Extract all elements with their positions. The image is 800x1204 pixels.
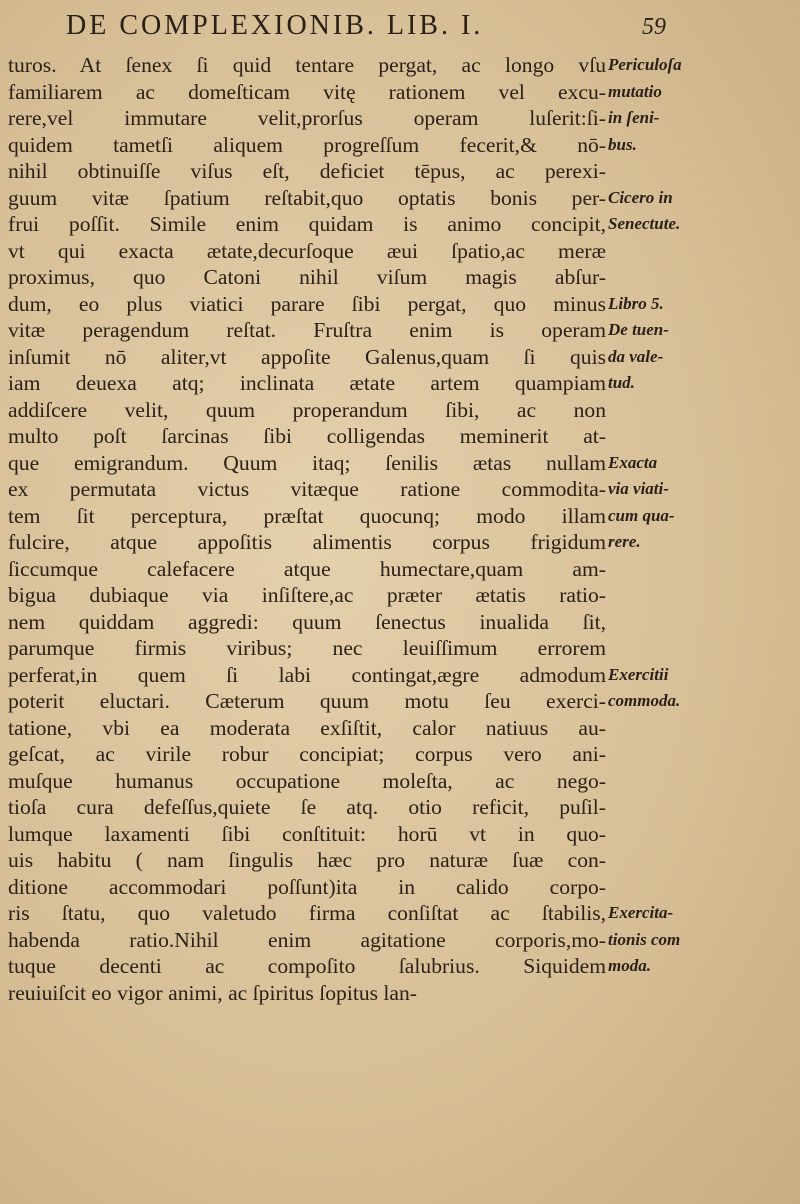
text-line: nihil obtinuiſſe viſus eſt, deficiet tēpus, ac perexi-	[8, 159, 606, 183]
text-line: uis habitu ( nam ſingulis hæc pro naturæ ſuæ con-	[8, 848, 606, 872]
text-line: reuiuiſcit eo vigor animi, ac ſpiritus ſopitus lan-	[8, 980, 417, 1005]
margin-note-line: Libro 5.	[608, 293, 664, 313]
text-line: proximus, quo Catoni nihil viſum magis abſur-	[8, 265, 606, 289]
text-line: turos. At ſenex ſi quid tentare pergat, ac longo vſu	[8, 53, 606, 77]
text-line: frui poſſit. Simile enim quidam is animo concipit,	[8, 212, 606, 236]
margin-note-line: moda.	[608, 956, 651, 975]
margin-note-line: Exacta	[608, 452, 658, 472]
margin-note-line: da vale-	[608, 346, 664, 366]
margin-note	[608, 450, 798, 556]
text-line: tioſa cura defeſſus,quiete ſe atq. otio reficit, puſil-	[8, 795, 606, 819]
text-line: perferat,in quem ſi labi contingat,ægre admodum	[8, 662, 606, 687]
margin-note-line: Cicero in	[608, 187, 673, 207]
text-line: addiſcere velit, quum properandum ſibi, ac non	[8, 397, 606, 422]
margin-note-line: De tuen-	[608, 320, 669, 339]
margin-note-line: bus.	[608, 134, 637, 154]
margin-note	[608, 291, 798, 397]
margin-note-line: Exercitii	[608, 664, 669, 684]
text-line: tatione, vbi ea moderata exſiſtit, calor natiuus au-	[8, 715, 606, 740]
margin-note-line: Periculoſa	[608, 55, 682, 74]
text-line: inſumit nō aliter,vt appoſite Galenus,quam ſi quis	[8, 344, 606, 369]
text-line: parumque firmis viribus; nec leuiſſimum errorem	[8, 636, 606, 660]
margin-note-line: tionis com	[608, 929, 681, 949]
text-line: ditione accommodari poſſunt)ita in calido corpo-	[8, 874, 606, 899]
text-line: vitæ peragendum reſtat. Fruſtra enim is operam	[8, 318, 606, 342]
margin-note-line: rere.	[608, 532, 641, 551]
margin-note-line: commoda.	[608, 691, 681, 710]
text-line: vt qui exacta ætate,decurſoque æui ſpatio,ac meræ	[8, 238, 606, 263]
text-line: tem ſit perceptura, præſtat quocunq; modo illam	[8, 503, 606, 528]
text-line: muſque humanus occupatione moleſta, ac nego-	[8, 768, 606, 793]
text-line: familiarem ac domeſticam vitę rationem vel excu-	[8, 79, 606, 104]
margin-note-line: Exercita-	[608, 903, 674, 922]
margin-note-line: mutatio	[608, 81, 662, 101]
main-text-block	[8, 52, 606, 1006]
text-line: ex permutata victus vitæque ratione commodita-	[8, 477, 606, 501]
text-line: habenda ratio.Nihil enim agitatione corporis,mo-	[8, 927, 606, 952]
text-line: poterit eluctari. Cæterum quum motu ſeu exerci-	[8, 689, 606, 713]
text-line: dum, eo plus viatici parare ſibi pergat, quo minus	[8, 291, 606, 316]
margin-note-line: Senectute.	[608, 214, 681, 233]
margin-note	[608, 662, 798, 715]
page-number: 59	[642, 14, 666, 40]
text-line: fulcire, atque appoſitis alimentis corpus frigidum	[8, 530, 606, 554]
text-line: multo poſt ſarcinas ſibi colligendas meminerit at-	[8, 424, 606, 448]
text-line: ris ſtatu, quo valetudo firma conſiſtat ac ſtabilis,	[8, 901, 606, 925]
text-line: geſcat, ac virile robur concipiat; corpus vero ani-	[8, 742, 606, 766]
running-title: DE COMPLEXIONIB. LIB. I.	[66, 10, 484, 41]
text-line: ſiccumque calefacere atque humectare,quam am-	[8, 556, 606, 581]
text-line: rere,vel immutare velit,prorſus operam luſerit:ſi-	[8, 106, 606, 130]
text-line: nem quiddam aggredi: quum ſenectus inualida ſit,	[8, 609, 606, 634]
text-line: bigua dubiaque via inſiſtere,ac præter ætatis ratio-	[8, 583, 606, 607]
margin-note-line: tud.	[608, 373, 635, 392]
text-line: tuque decenti ac compoſito ſalubrius. Siquidem	[8, 954, 606, 978]
text-line: guum vitæ ſpatium reſtabit,quo optatis bonis per-	[8, 185, 606, 210]
margin-note-line: in ſeni-	[608, 108, 660, 127]
margin-note	[608, 900, 798, 980]
margin-note	[608, 52, 798, 158]
text-line: que emigrandum. Quum itaq; ſenilis ætas nullam	[8, 450, 606, 475]
text-line: quidem tametſi aliquem progreſſum fecerit,& nō-	[8, 132, 606, 157]
blank-lower-margin	[0, 1100, 800, 1204]
running-header	[66, 10, 666, 46]
margin-note	[608, 185, 798, 238]
text-line: lumque laxamenti ſibi conſtituit: horū vt in quo-	[8, 821, 606, 846]
margin-note-line: cum qua-	[608, 505, 675, 525]
margin-note-line: via viati-	[608, 479, 669, 498]
text-line: iam deuexa atq; inclinata ætate artem quampiam	[8, 371, 606, 395]
